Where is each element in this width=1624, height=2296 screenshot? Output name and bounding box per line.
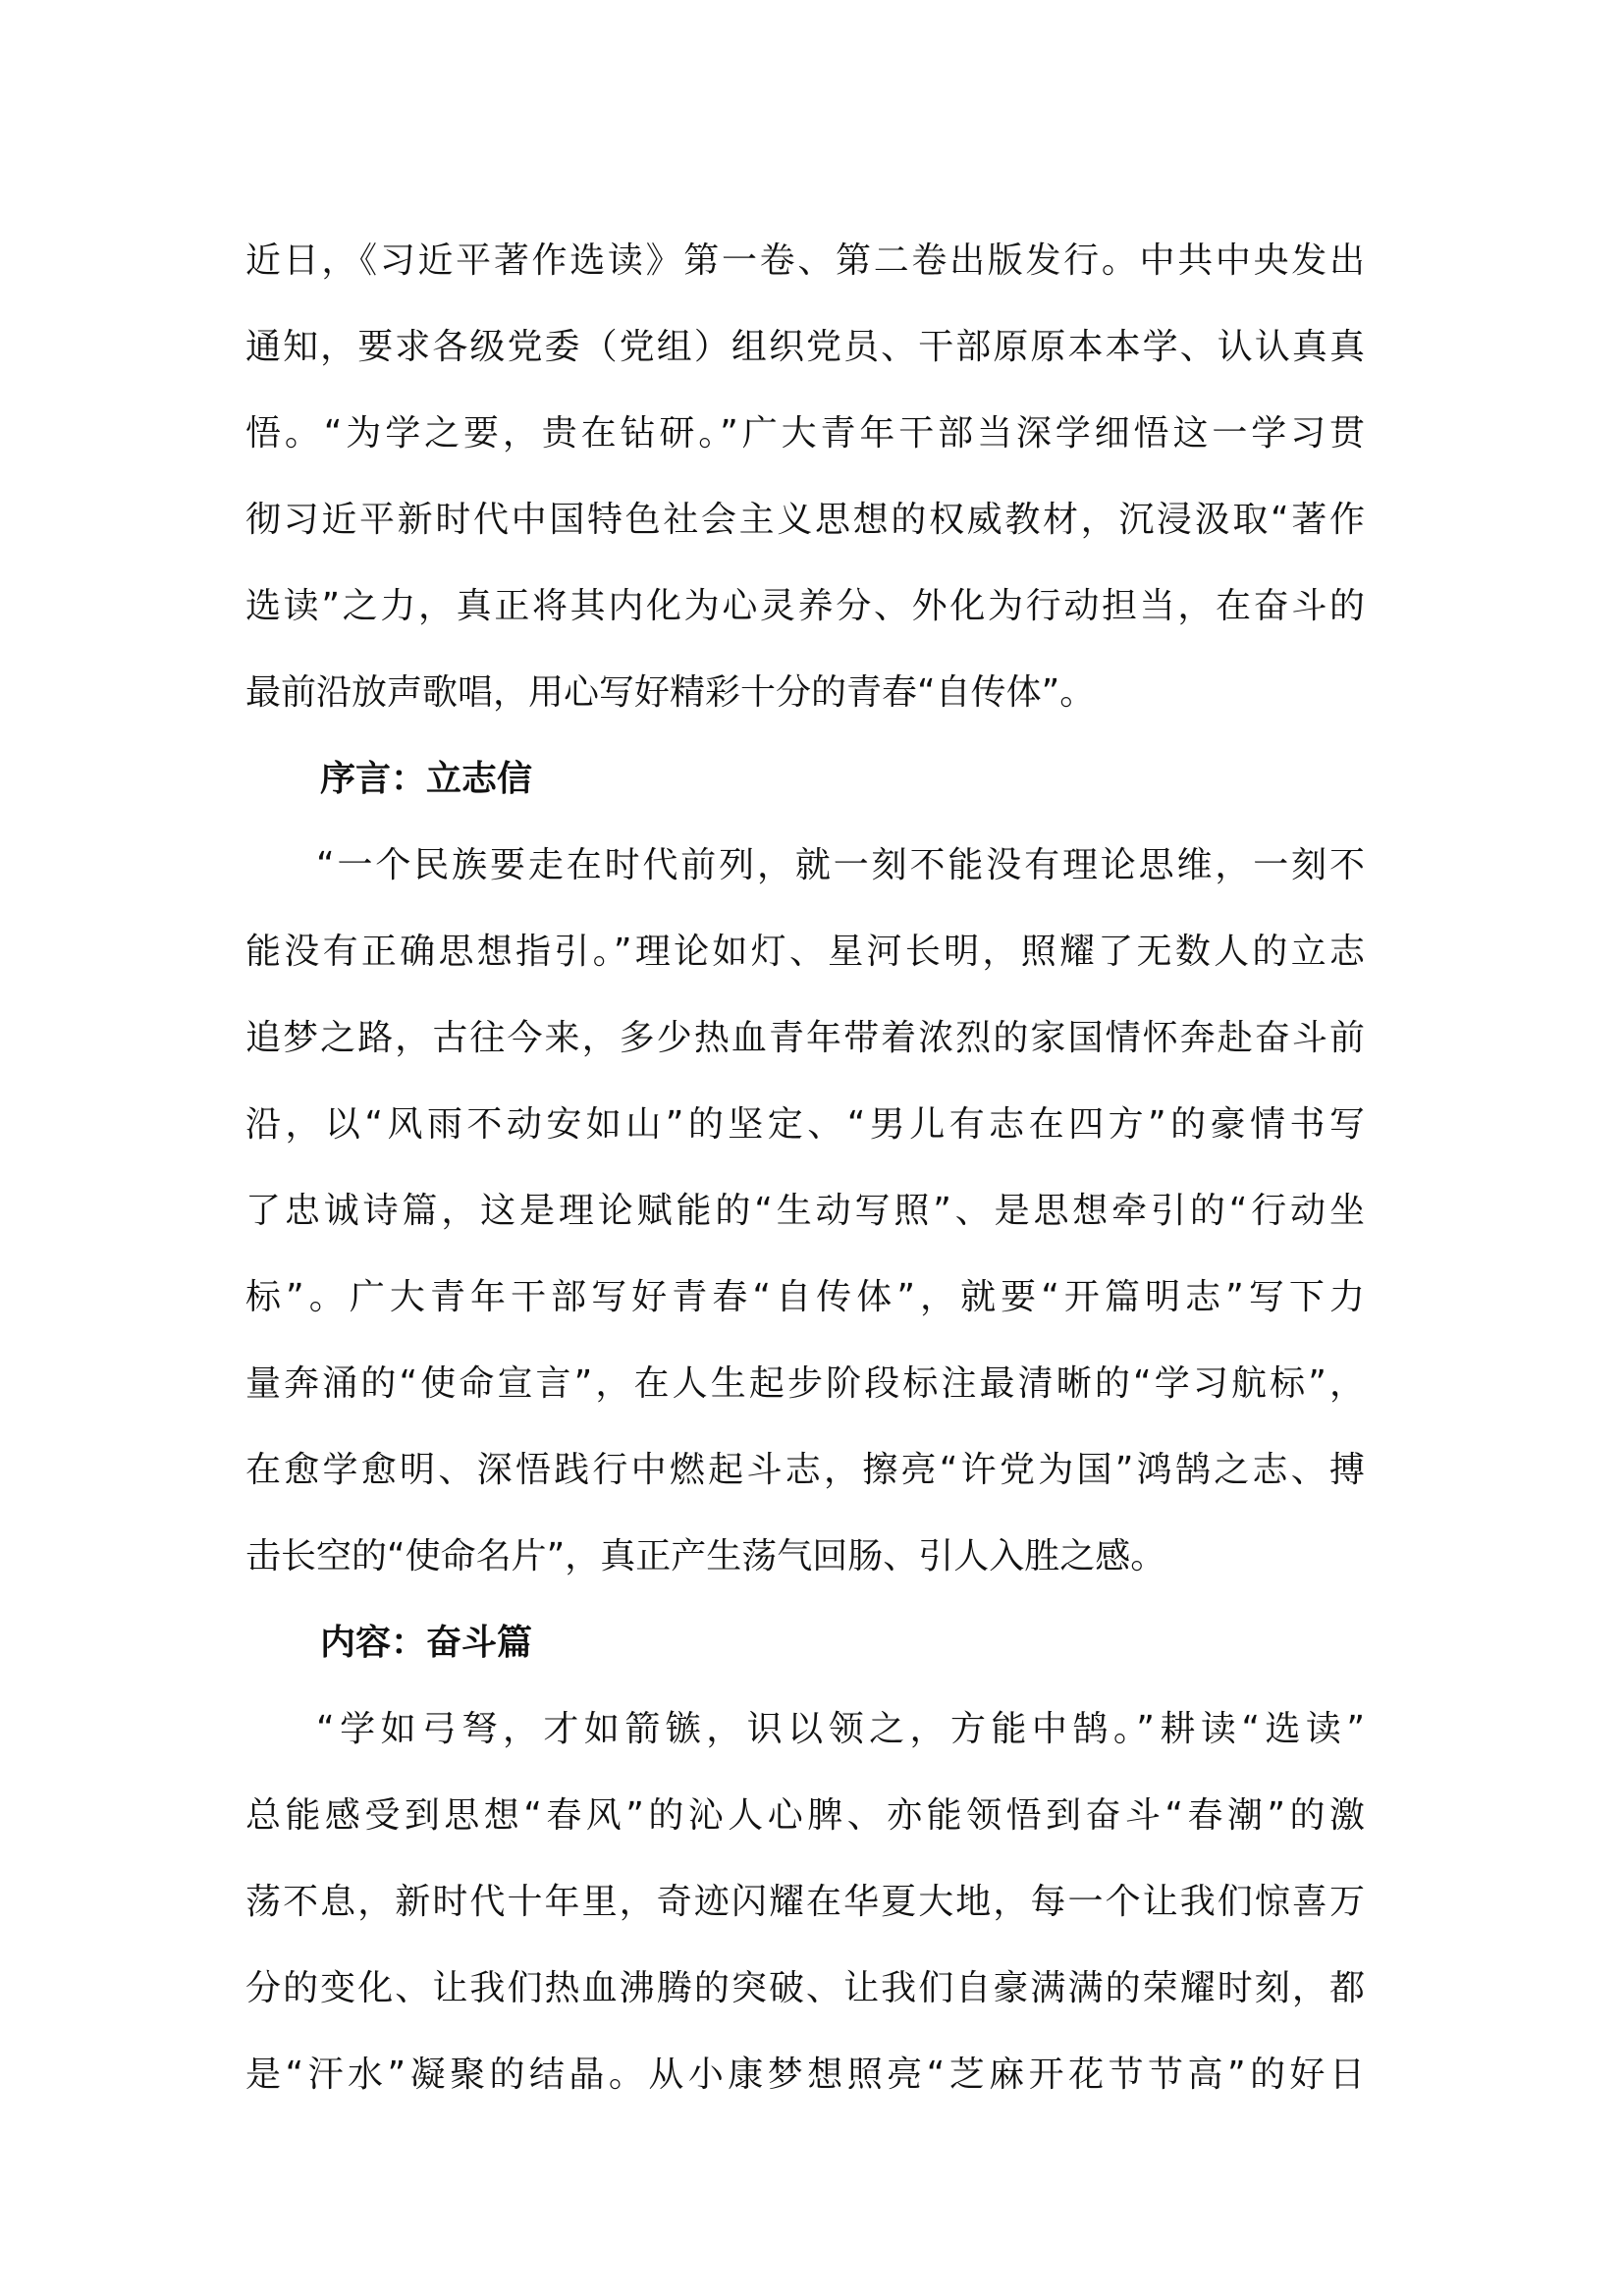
text-line: 量奔涌的“使命宣言”，在人生起步阶段标注最清晰的“学习航标”， (245, 1363, 1365, 1404)
text-line: 沿，以“风雨不动安如山”的坚定、“男儿有志在四方”的豪情书写 (245, 1104, 1365, 1145)
text-line: 标”。广大青年干部写好青春“自传体”，就要“开篇明志”写下力 (245, 1277, 1365, 1317)
text-line: 荡不息，新时代十年里，奇迹闪耀在华夏大地，每一个让我们惊喜万 (245, 1882, 1365, 1922)
text-line: 能没有正确思想指引。”理论如灯、星河长明，照耀了无数人的立志 (245, 932, 1365, 972)
text-line: 总能感受到思想“春风”的沁人心脾、亦能领悟到奋斗“春潮”的激 (245, 1795, 1365, 1836)
section-heading-preface: 序言：立志信 (320, 759, 533, 799)
text-line: “学如弓弩，才如箭镞，识以领之，方能中鹄。”耕读“选读” (316, 1709, 1365, 1749)
text-line: 近日，《习近平著作选读》第一卷、第二卷出版发行。中共中央发出 (245, 240, 1365, 281)
paragraph-content (245, 1686, 1365, 2118)
document-body (245, 218, 1365, 2118)
text-line: 分的变化、让我们热血沸腾的突破、让我们自豪满满的荣耀时刻，都 (245, 1968, 1365, 2008)
text-line: 选读”之力，真正将其内化为心灵养分、外化为行动担当，在奋斗的 (245, 586, 1365, 626)
paragraph-preface (245, 823, 1365, 1600)
text-line: 是“汗水”凝聚的结晶。从小康梦想照亮“芝麻开花节节高”的好日 (245, 2055, 1365, 2095)
text-line: 追梦之路，古往今来，多少热血青年带着浓烈的家国情怀奔赴奋斗前 (245, 1018, 1365, 1058)
text-line: 悟。“为学之要，贵在钻研。”广大青年干部当深学细悟这一学习贯 (245, 413, 1365, 454)
text-line: 击长空的“使命名片”，真正产生荡气回肠、引人入胜之感。 (245, 1536, 1166, 1576)
section-heading-content: 内容：奋斗篇 (320, 1623, 533, 1663)
paragraph-intro (245, 218, 1365, 736)
text-line: “一个民族要走在时代前列，就一刻不能没有理论思维，一刻不 (316, 845, 1365, 885)
text-line: 彻习近平新时代中国特色社会主义思想的权威教材，沉浸汲取“著作 (245, 500, 1365, 540)
text-line: 通知，要求各级党委（党组）组织党员、干部原原本本学、认认真真 (245, 327, 1365, 367)
text-line: 在愈学愈明、深悟践行中燃起斗志，擦亮“许党为国”鸿鹄之志、搏 (245, 1450, 1365, 1490)
text-line: 了忠诚诗篇，这是理论赋能的“生动写照”、是思想牵引的“行动坐 (245, 1191, 1365, 1231)
text-line: 最前沿放声歌唱，用心写好精彩十分的青春“自传体”。 (245, 672, 1096, 713)
